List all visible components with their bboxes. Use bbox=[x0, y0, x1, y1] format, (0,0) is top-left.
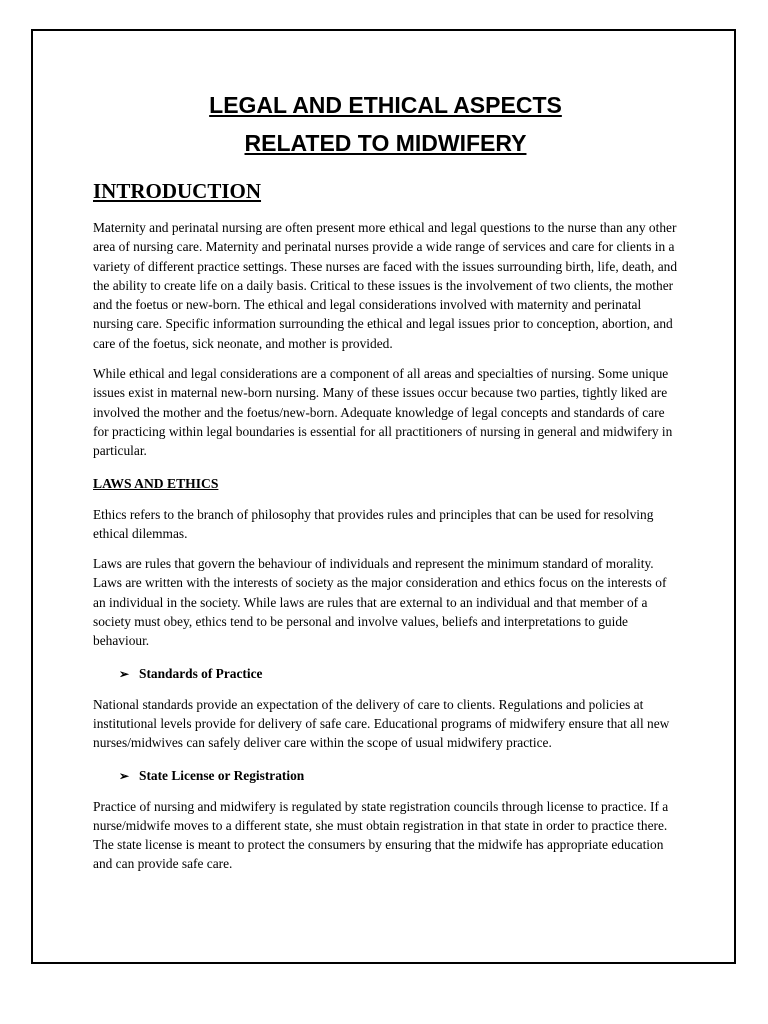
introduction-paragraph-2: While ethical and legal considerations are a component of all areas and specialties of nursing. Some unique issues exist in maternal new-born nursing. Many of these issues occur because two parties, tightly liked are involved the mother and the foetus/new-born. Adequate knowledge of legal concepts and standards of care for practicing within legal boundaries is essential for all practitioners of nursing in general and midwifery in particular. bbox=[93, 366, 673, 459]
standards-of-practice-label: Standards of Practice bbox=[139, 665, 263, 681]
laws-paragraph-2: Laws are rules that govern the behaviour of individuals and represent the minimum standard of morality. Laws are written with the interests of society as the major consideration and ethics focus on the interests of an individual in the society. While laws are rules that are external to an individual and that member of a society must obey, ethics tend to be personal and involve values, beliefs and interpretations to guide behaviour. bbox=[93, 556, 667, 649]
document-title-line-2: RELATED TO MIDWIFERY bbox=[244, 130, 527, 156]
arrow-bullet-icon: ➢ bbox=[119, 768, 130, 783]
standards-paragraph: National standards provide an expectation of the delivery of care to clients. Regulations and policies at institutional levels provide for delivery of safe care. Educational programs of midwifery ensure that all new nurses/midwives can safely deliver care within the scope of usual midwifery practice. bbox=[93, 696, 670, 751]
license-paragraph: Practice of nursing and midwifery is regulated by state registration councils through license to practice. If a nurse/midwife moves to a different state, she must obtain registration in that state in order to practice there. The state license is meant to protect the consumers by ensuring that the midwife has appropriate education and can provide safe care. bbox=[93, 798, 669, 872]
introduction-heading: INTRODUCTION bbox=[93, 179, 262, 203]
laws-and-ethics-heading: LAWS AND ETHICS bbox=[93, 475, 219, 491]
arrow-bullet-icon: ➢ bbox=[119, 666, 130, 681]
state-license-label: State License or Registration bbox=[139, 767, 305, 783]
document-title-line-1: LEGAL AND ETHICAL ASPECTS bbox=[209, 92, 562, 118]
state-license-heading bbox=[119, 767, 678, 785]
standards-of-practice-heading bbox=[119, 665, 678, 683]
introduction-paragraph-1: Maternity and perinatal nursing are often present more ethical and legal questions to the nurse than any other area of nursing care. Maternity and perinatal nurses provide a wide range of services and care for clients in a variety of different practice settings. These nurses are faced with the issues surrounding birth, life, death, and the ability to create life on a daily basis. Critical to these issues is the involvement of two clients, the mother and the foetus or new-born. The ethical and legal considerations involved with maternity and perinatal nursing care. Specific information surrounding the ethical and legal issues prior to conception, abortion, and care of the foetus, sick neonate, and mother is provided. bbox=[93, 220, 678, 351]
document-body bbox=[93, 88, 678, 885]
laws-paragraph-1: Ethics refers to the branch of philosophy that provides rules and principles that can be used for resolving ethical dilemmas. bbox=[93, 506, 654, 541]
